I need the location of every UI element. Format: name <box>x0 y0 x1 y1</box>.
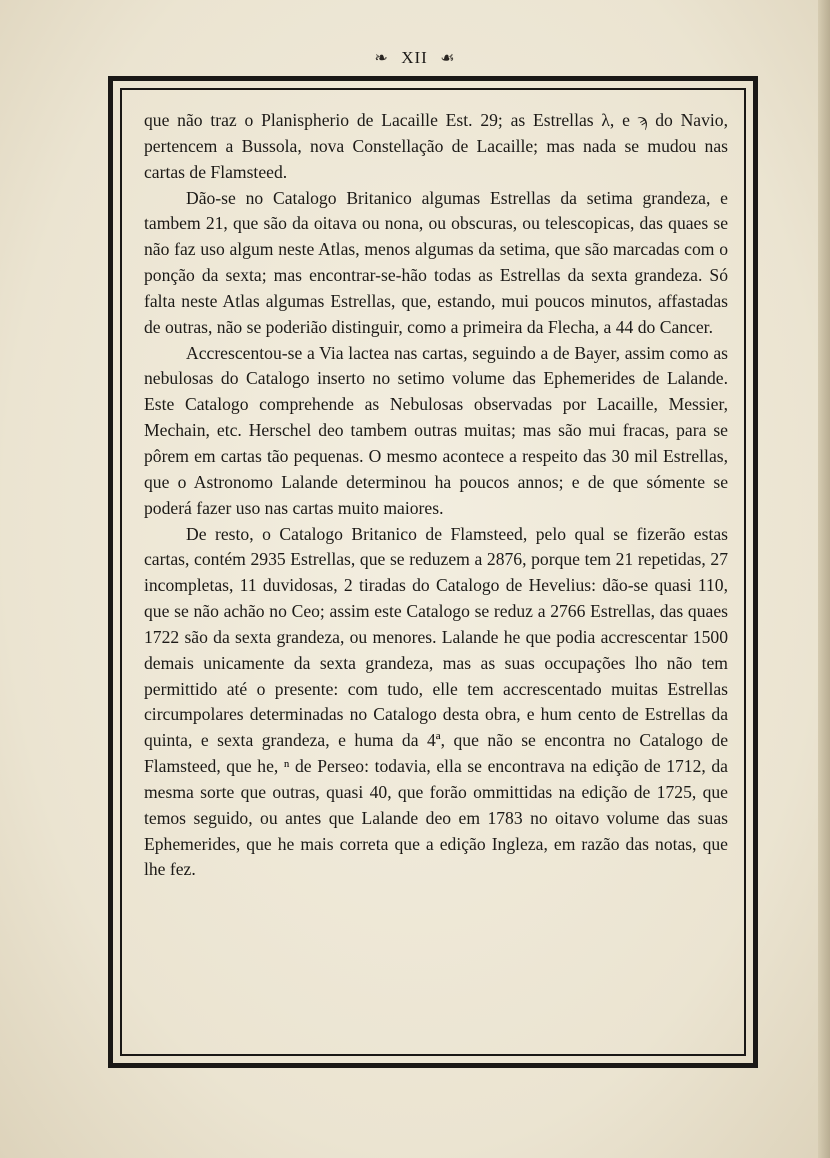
paragraph-3: Accrescentou-se a Via lactea nas cartas, seguindo a de Bayer, assim como as nebulosas do Catalogo inserto no setimo volume das Ephemerides de Lalande. Este Catalogo comprehende as Nebulosas observadas por Lacaille, Messier, Mechain, etc. Herschel deo tambem outras muitas; mas são mui fracas, para se pôrem em cartas tão pequenas. O mesmo acontece a respeito das 30 mil Estrellas, que o Astronomo Lalande determinou ha poucos annos; e de que sómente se poderá fazer uso nas cartas muito maiores. <box>144 342 728 518</box>
page-number: XII <box>401 48 428 67</box>
paragraph-4: De resto, o Catalogo Britanico de Flamsteed, pelo qual se fizerão estas cartas, contém 2935 Estrellas, que se reduzem a 2876, porque tem 21 repetidas, 27 incompletas, 11 duvidosas, 2 tiradas do Catalogo de Hevelius: dão-se quasi 110, que se não achão no Ceo; assim este Catalogo se reduz a 2766 Estrellas, das quaes 1722 são da sexta grandeza, ou menores. Lalande he que podia accrescentar 1500 demais unicamente da sexta grandeza, mas as suas occupações lho não tem permittido até o presente: com tudo, elle tem accrescentado muitas Estrellas circumpolares determinadas no Catalogo desta obra, e hum cento de Estrellas da quinta, e sexta grandeza, e huma da 4ª, que não se encontra no Catalogo de Flamsteed, que he, ⁿ de Perseo: todavia, ella se encontrava na edição de 1712, da mesma sorte que outras, quasi 40, que forão ommittidas na edição de 1725, que temos seguido, ou antes que Lalande deo em 1783 no oitavo volume das suas Ephemerides, que he mais correta que a edição Ingleza, em razão das notas, que lhe fez. <box>144 523 728 880</box>
paragraph-2: Dão-se no Catalogo Britanico algumas Estrellas da setima grandeza, e tambem 21, que são da oitava ou nona, ou obscuras, ou telescopicas, das quaes se não faz uso algum neste Atlas, menos algumas da setima, que são marcadas com o ponção da sexta; mas encontrar-se-hão todas as Estrellas da sexta grandeza. Só falta neste Atlas algumas Estrellas, que, estando, mui poucos minutos, affastadas de outras, não se poderião distinguir, como a primeira da Flecha, a 44 do Cancer. <box>144 187 728 337</box>
left-ornament: ❧ <box>374 48 389 67</box>
page-header <box>0 48 830 68</box>
text-body <box>144 108 728 883</box>
page-spine-edge <box>818 0 830 1158</box>
paragraph-1: que não traz o Planispherio de Lacaille Est. 29; as Estrellas λ, e ϡ do Navio, pertencem a Bussola, nova Constellação de Lacaille; mas nada se mudou nas cartas de Flamsteed. <box>144 110 728 182</box>
right-ornament: ☙ <box>440 48 456 67</box>
